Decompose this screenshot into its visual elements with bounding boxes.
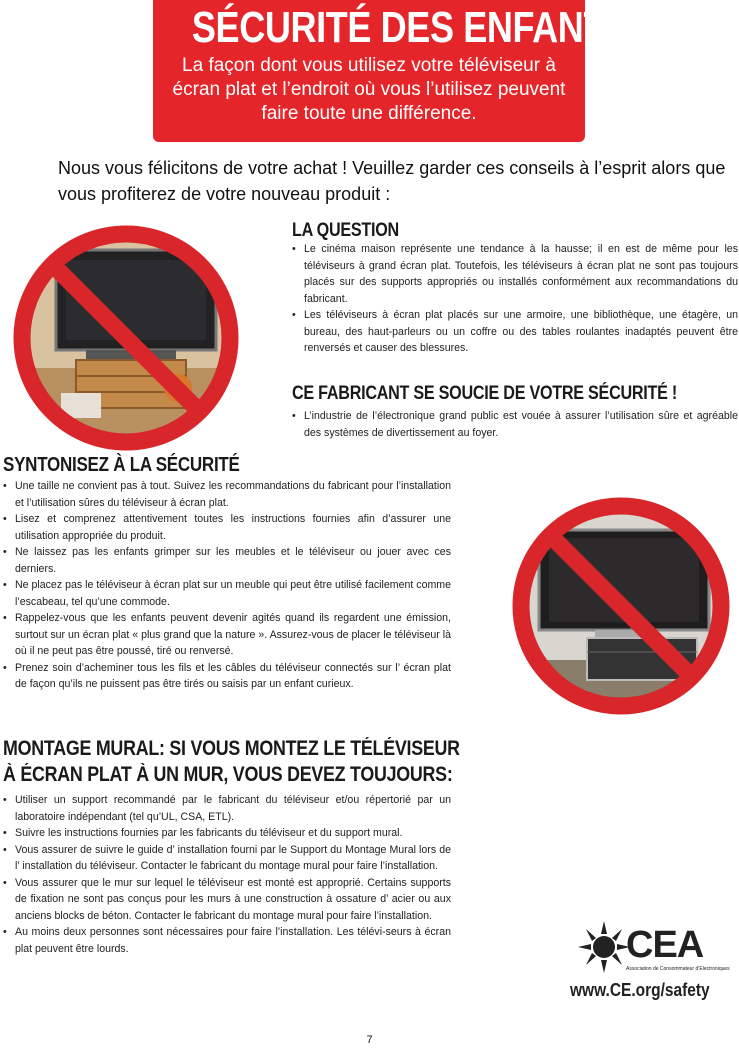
cea-tagline: Association de Consommateur d’Electroniques	[626, 966, 730, 972]
tune-in-list	[3, 478, 451, 693]
list-item: • L’industrie de l’électronique grand public est vouée à assurer l’utilisation sûre et agréable des systèmes de divertissement au foyer.	[292, 410, 738, 439]
list-item: • Rappelez-vous que les enfants peuvent devenir agités quand ils regardent une émission, surtout sur un écran plat « plus grand que la nature ». Assurez-vous de placer le téléviseur là où il ne peut pas être poussé, tiré ou renversé.	[3, 612, 451, 657]
manufacturer-list	[292, 408, 738, 441]
prohibited-tv-on-stand-image	[505, 490, 737, 722]
list-item: • Une taille ne convient pas à tout. Suivez les recommandations du fabricant pour l’installation et l’utilisation sûres du téléviseur à écran plat.	[3, 480, 451, 509]
wall-mount-list	[3, 792, 451, 957]
banner-subtitle: La façon dont vous utilisez votre téléviseur à écran plat et l’endroit où vous l’utilisez peuvent faire toute une différence.	[172, 55, 566, 124]
list-item: • Au moins deux personnes sont nécessaires pour faire l’installation. Les télévi-seurs à écran plat peuvent être lourds.	[3, 926, 451, 955]
cea-name: CEA	[626, 924, 704, 966]
list-item: • Le cinéma maison représente une tendance à la hausse; il en est de même pour les téléviseurs à grand écran plat. Toutefois, les téléviseurs à écran plat ne sont pas toujours placés sur des supports appropriés ou installés conformément aux recommandations du fabricant.	[292, 243, 738, 305]
list-item: • Utiliser un support recommandé par le fabricant du téléviseur et/ou répertorié par un laboratoire indépendant (tel qu’UL, CSA, ETL).	[3, 794, 451, 823]
manufacturer-heading: CE FABRICANT SE SOUCIE DE VOTRE SÉCURITÉ !	[292, 383, 678, 404]
intro-text: Nous vous félicitons de votre achat ! Veuillez garder ces conseils à l’esprit alors que vous profiterez de votre nouveau produit :	[58, 158, 726, 204]
list-item: • Ne placez pas le téléviseur à écran plat sur un meuble qui peut être utilisé facilement comme l’escabeau, tel qu’une commode.	[3, 579, 451, 608]
question-list	[292, 241, 738, 357]
list-item: • Vous assurer de suivre le guide d’ installation fourni par le Support du Montage Mural lors de l’ installation du téléviseur. Contacter le fabricant du montage mural pour faire l’installation.	[3, 843, 451, 872]
title-banner	[153, 0, 641, 142]
page-number: 7	[366, 1034, 373, 1046]
tune-in-heading: SYNTONISEZ À LA SÉCURITÉ	[3, 454, 240, 476]
list-item: • Ne laissez pas les enfants grimper sur les meubles et le téléviseur ou jouer avec ces derniers.	[3, 546, 451, 575]
list-item: • Vous assurer que le mur sur lequel le téléviseur est monté est approprié. Certains supports de fixation ne sont pas conçus pour les murs à une construction à ossature d’ acier ou aux anciens blocks de béton. Contacter le fabricant du montage mural pour faire l’installation.	[3, 876, 451, 922]
wall-mount-heading-line2: À ÉCRAN PLAT À UN MUR, VOUS DEVEZ TOUJOURS:	[3, 763, 453, 786]
wall-mount-heading	[3, 737, 460, 761]
wall-mount-heading-label: MONTAGE MURAL:	[3, 737, 165, 760]
list-item: • Suivre les instructions fournies par les fabricants du téléviseur et du support mural.	[3, 827, 403, 839]
page-title: SÉCURITÉ DES ENFANTS:	[191, 3, 641, 52]
list-item: • Lisez et comprenez attentivement toutes les instructions fournies afin d’assurer une utilisation appropriée du produit.	[3, 513, 451, 542]
list-item: • Prenez soin d’acheminer tous les fils et les câbles du téléviseur connectés sur l’ écran plat de façon qu’ils ne puissent pas être tirés ou saisis par un enfant curieux.	[3, 661, 451, 690]
cea-url: www.CE.org/safety	[570, 980, 710, 1000]
wall-mount-heading-text: SI VOUS MONTEZ LE TÉLÉVISEUR	[164, 737, 460, 760]
question-heading: LA QUESTION	[292, 220, 399, 241]
prohibited-tv-on-crate-image	[6, 218, 246, 458]
list-item: • Les téléviseurs à écran plat placés sur une armoire, une bibliothèque, une étagère, un bureau, des haut-parleurs ou un coffre ou des tables roulantes inadaptés peuvent être renversés et causer des blessures.	[292, 309, 738, 354]
